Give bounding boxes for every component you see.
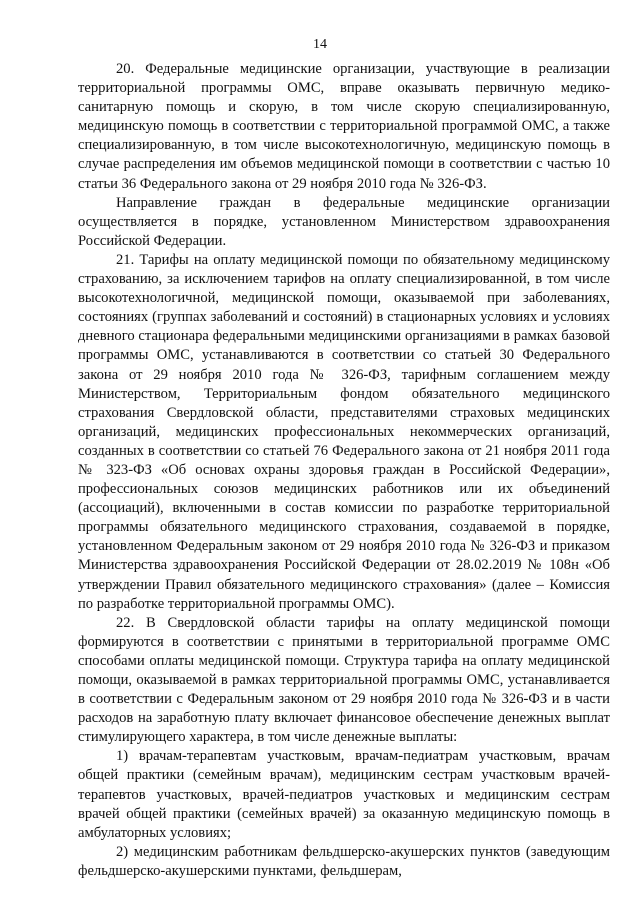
list-item-1: 1) врачам-терапевтам участковым, врачам-педиатрам участковым, врачам общей практики (семейным врачам), медицинским сестрам участковым врачей-терапевтов участковых, врачей-педиатров участковых и медицинским сестрам врачей общей практики (семейных врачей) за оказанную медицинскую помощь в амбулаторных условиях;: [78, 748, 610, 841]
document-body: [78, 60, 610, 881]
paragraph-21: 21. Тарифы на оплату медицинской помощи по обязательному медицинскому страхованию, за исключением тарифов на оплату специализированной, в том числе высокотехнологичной, медицинской помощи, оказываемой при заболеваниях, состояниях (группах заболеваний и состояний) в стационарных условиях и условиях дневного стационара федеральными медицинскими организациями в рамках базовой программы ОМС, устанавливаются в соответствии со статьей 30 Федерального закона от 29 ноября 2010 года № 326-ФЗ, тарифным соглашением между Министерством, Территориальным фондом обязательного медицинского страхования Свердловской области, представителями страховых медицинских организаций, медицинских профессиональных некоммерческих организаций, созданных в соответствии со статьей 76 Федерального закона от 21 ноября 2011 года № 323-ФЗ «Об основах охраны здоровья граждан в Российской Федерации», профессиональных союзов медицинских работников или их объединений (ассоциаций), включенными в состав комиссии по разработке территориальной программы обязательного медицинского страхования, создаваемой в порядке, установленном Федеральным законом от 29 ноября 2010 года № 326-ФЗ и приказом Министерства здравоохранения Российской Федерации от 28.02.2019 № 108н «Об утверждении Правил обязательного медицинского страхования» (далее – Комиссия по разработке территориальной программы ОМС).: [78, 251, 610, 612]
paragraph-referral: Направление граждан в федеральные медицинские организации осуществляется в порядке, установленном Министерством здравоохранения Российской Федерации.: [78, 194, 610, 249]
paragraph-20: 20. Федеральные медицинские организации, участвующие в реализации территориальной программы ОМС, вправе оказывать первичную медико-санитарную помощь и скорую, в том числе скорую специализированную, медицинскую помощь в соответствии с территориальной программой ОМС, а также специализированную, в том числе высокотехнологичную, медицинскую помощь в случае распределения им объемов медицинской помощи в соответствии с частью 10 статьи 36 Федерального закона от 29 ноября 2010 года № 326-ФЗ.: [78, 61, 610, 192]
page-number: 14: [313, 37, 327, 52]
paragraph-22: 22. В Свердловской области тарифы на оплату медицинской помощи формируются в соответствии с принятыми в территориальной программе ОМС способами оплаты медицинской помощи. Структура тарифа на оплату медицинской помощи, оказываемой в рамках территориальной программы ОМС, устанавливается в соответствии с Федеральным законом от 29 ноября 2010 года № 326-ФЗ и в части расходов на заработную плату включает финансовое обеспечение денежных выплат стимулирующего характера, в том числе денежные выплаты:: [78, 614, 610, 746]
list-item-2: 2) медицинским работникам фельдшерско-акушерских пунктов (заведующим фельдшерско-акушерскими пунктами, фельдшерам,: [78, 843, 610, 879]
